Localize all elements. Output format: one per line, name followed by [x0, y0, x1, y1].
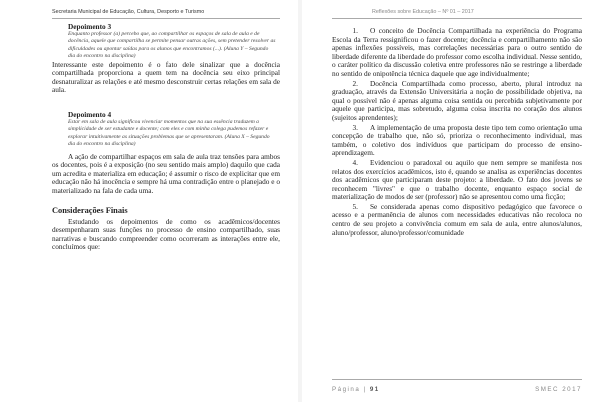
list-item-number: 4.	[352, 157, 358, 167]
left-running-head: Secretaria Municipal de Educação, Cultura, Desporto e Turismo	[52, 9, 205, 15]
list-item-text: Evidenciou o paradoxal ou aquilo que nem sempre se manifesta nos relatos dos exercícios acadêmicos, isto é, quando se analisa as experiências docentes dos acadêmicos que participaram deste projeto: a liberdade. O fato dos jovens se reconhecem "livres" e que o trabalho docente, enquanto espaço social de materialização de modos de ser (professor) não se apresentou como uma ficção;	[332, 157, 582, 202]
depoimento-3	[52, 23, 280, 95]
footer-separator: |	[363, 386, 367, 393]
right-page	[302, 0, 600, 402]
list-item-text: Docência Compartilhada como processo, aberto, plural introduz na graduação, através da Extensão Universitária a noção de possibilidade objetiva, na qual o possível não é apenas alguma coisa sentida ou percebida subjetivamente por aquele que participa, mas sobretudo, alguma coisa inscrita no coração dos alunos (sujeitos aprendentes);	[332, 78, 582, 122]
list-item-number: 2.	[352, 78, 358, 88]
page-footer	[332, 379, 582, 393]
list-item-text: Se considerada apenas como dispositivo pedagógico que favorece o acesso e a permanência de alunos com necessidades educativas não recoloca no centro de seu projeto a convivência comum em sala de aula, entre alunos/alunos, aluno/professor, aluno/professor/comunidade	[332, 201, 582, 237]
section-heading: Considerações Finais	[52, 205, 128, 215]
depoimento-4	[52, 111, 280, 196]
page-number: 91	[369, 386, 380, 393]
section-paragraph: Estudando os depoimentos de como os acadêmicos/docentes desempenharam suas funções no processo de ensino compartilhado, suas narrativas e buscando compreender como ocorreram as interações entre ele, concluímos que:	[52, 216, 280, 252]
depoimento-4-paragraph: A ação de compartilhar espaços em sala de aula traz tensões para ambos os docentes, pois é a exposição (no seu sentido mais amplo) daquilo que cada um acredita e materializa em educação; é assumir o risco de explicitar que em educação não há inocência e sempre há uma contradição entre o planejado e o materializado na fala de cada uma.	[52, 151, 280, 195]
page-label: Página	[332, 386, 361, 393]
depoimento-4-heading: Depoimento 4	[68, 110, 112, 119]
list-item-number: 5.	[352, 201, 358, 211]
list-item-number: 1.	[352, 26, 358, 35]
list-item-text: A implementação de uma proposta deste tipo tem como orientação uma concepção de trabalho que, não só, prioriza o reconhecimento individual, mas também, o coletivo dos indivíduos que participam do processo de ensino-aprendizagem.	[332, 122, 582, 158]
left-page	[0, 0, 298, 402]
list-item	[332, 80, 582, 123]
footer-org: SMEC 2017	[535, 386, 582, 393]
list-item	[332, 159, 582, 202]
depoimento-3-quote: Enquanto professor (a) percebo que, ao compartilhar os espaços de sala de aula e de docência, aquele que compartilha se permite pensar outras ações, sem pretender resolver as dificuldades ou apontar saídas para os alunos que encontramos (...). (Aluna Y – Segundo dia do encontro na disciplina)	[68, 31, 276, 60]
depoimento-4-quote: Estar em sala de aula significou vivenciar momentos que na sua essência traduzem a simplicidade de ser estudante e docente; com eles e com minha colega pudemos refazer e explorar intuitivamente as situações problemas que se apresentaram. (Aluna X – Segundo dia do encontro na disciplina)	[68, 119, 270, 148]
right-running-head: Reflexões sobre Educação – Nº 01 – 2017	[372, 9, 474, 15]
depoimento-3-paragraph: Interessante este depoimento é o fato dele sinalizar que a docência compartilhada proporciona a quem tem na docência seu eixo principal desnaturalizar as relações e até mesmo desconstruir certas relações em sala de aula.	[52, 59, 280, 95]
page-number-label	[332, 386, 380, 393]
list-item	[332, 124, 582, 158]
right-header-rule	[332, 18, 582, 19]
depoimento-3-heading: Depoimento 3	[68, 22, 112, 31]
conclusions-list	[332, 27, 582, 237]
list-item	[332, 203, 582, 237]
list-item-text: O conceito de Docência Compartilhada na experiência do Programa Escola da Terra ressignificou o fazer docente; docência e compartilhamento não são apenas inflexões possíveis, mas correlações necessárias para o outro sentido de liberdade diferente da liberdade do professor como escolha individual. Nesse sentido, o caráter político da discussão coletiva entre professores não se restringe a liberdade no sentido de onipotência técnica daquele que age individualmente;	[332, 26, 582, 78]
list-item-number: 3.	[352, 122, 358, 132]
list-item	[332, 27, 582, 79]
left-header-rule	[52, 18, 280, 19]
